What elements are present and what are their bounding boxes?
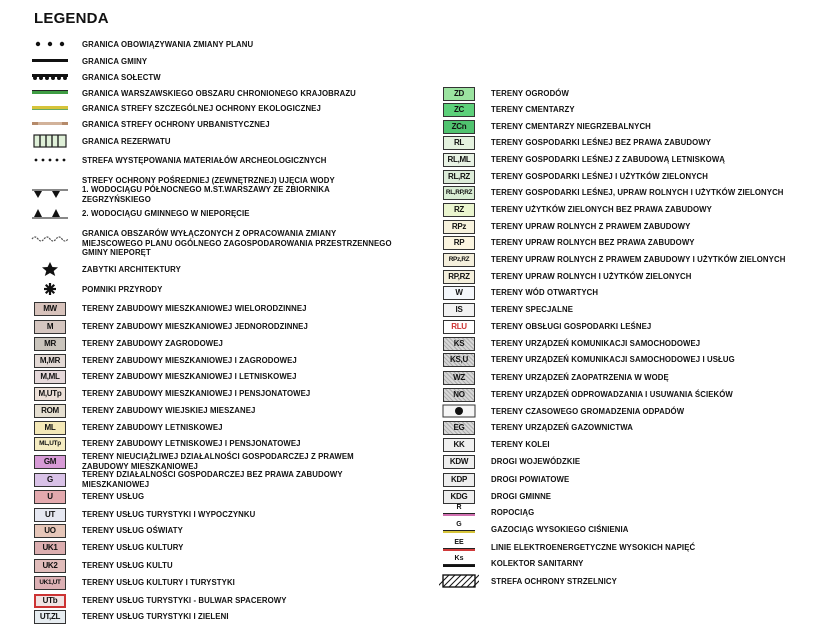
scallop-line-icon — [30, 70, 70, 84]
legend-item-label: TERENY ZABUDOWY MIESZKANIOWEJ JEDNORODZINNEJ — [82, 322, 308, 331]
legend-code-swatch: RP,RZ — [443, 270, 475, 284]
legend-title: LEGENDA — [34, 10, 109, 27]
utility-line-stroke — [443, 530, 475, 533]
legend-item-label: DROGI GMINNE — [491, 492, 552, 501]
legend-item-label: TERENY NIEUCIĄŻLIWEJ DZIAŁALNOŚCI GOSPODARCZEJ Z PRAWEM ZABUDOWY MIESZKANIOWEJ — [82, 452, 354, 471]
legend-code-swatch: U — [34, 490, 66, 504]
legend-item-label: TERENY SPECJALNE — [491, 305, 574, 314]
dots-big-icon — [30, 37, 70, 51]
legend-item-label: GRANICA GMINY — [82, 57, 148, 66]
legend-item-label: TERENY GOSPODARKI LEŚNEJ BEZ PRAWA ZABUDOWY — [491, 138, 712, 147]
legend-item-label: GRANICA REZERWATU — [82, 137, 171, 146]
legend-item-label: DROGI POWIATOWE — [491, 475, 570, 484]
legend-item-label: TERENY ZABUDOWY MIESZKANIOWEJ I LETNISKOWEJ — [82, 372, 297, 381]
legend-code-swatch: ZC — [443, 103, 475, 117]
legend-code-swatch: ZCn — [443, 120, 475, 134]
legend-code-swatch: UT — [34, 508, 66, 522]
legend-item-label: TERENY ZABUDOWY MIESZKANIOWEJ I PENSJONATOWEJ — [82, 389, 311, 398]
legend-code-swatch: RL,RP,RZ — [443, 186, 475, 200]
legend-item-label: TERENY DZIAŁALNOŚCI GOSPODARCZEJ BEZ PRAWA ZABUDOWY MIESZKANIOWEJ — [82, 470, 343, 489]
legend-item-label: TERENY CZASOWEGO GROMADZENIA ODPADÓW — [491, 407, 685, 416]
legend-code-swatch: UK1 — [34, 541, 66, 555]
legend-item-label: STREFA WYSTĘPOWANIA MATERIAŁÓW ARCHEOLOGICZNYCH — [82, 156, 327, 165]
legend-item-label: TERENY OGRODÓW — [491, 89, 569, 98]
legend-item-label: TERENY CMENTARZY NIEGRZEBALNYCH — [491, 122, 651, 131]
yellow-line-icon — [30, 101, 70, 115]
legend-item-label: TERENY URZĄDZEŃ ODPROWADZANIA I USUWANIA ŚCIEKÓW — [491, 390, 733, 399]
legend-item-label: STREFA OCHRONY STRZELNICY — [491, 577, 617, 586]
legend-item-label: TERENY GOSPODARKI LEŚNEJ, UPRAW ROLNYCH I UŻYTKÓW ZIELONYCH — [491, 188, 784, 197]
legend-item-label: TERENY USŁUG KULTURY — [82, 543, 184, 552]
triangle-up-icon — [30, 206, 70, 220]
legend-code-swatch: W — [443, 286, 475, 300]
legend-item-label: TERENY UPRAW ROLNYCH BEZ PRAWA ZABUDOWY — [491, 238, 695, 247]
legend-item-label: TERENY URZĄDZEŃ ZAOPATRZENIA W WODĘ — [491, 373, 669, 382]
legend-code-swatch: UK1,UT — [34, 576, 66, 590]
utility-line-symbol — [443, 539, 475, 555]
legend-code-swatch: ROM — [34, 404, 66, 418]
utility-line-stroke — [443, 513, 475, 516]
wavy-line-icon — [30, 231, 70, 245]
utility-line-stroke — [443, 548, 475, 551]
legend-item-label: TERENY UŻYTKÓW ZIELONYCH BEZ PRAWA ZABUDOWY — [491, 205, 712, 214]
legend-item-label: GAZOCIĄG WYSOKIEGO CIŚNIENIA — [491, 525, 629, 534]
legend-item-label: TERENY KOLEI — [491, 440, 550, 449]
legend-item-label: TERENY UPRAW ROLNYCH Z PRAWEM ZABUDOWY — [491, 222, 691, 231]
legend-item-label: TERENY UPRAW ROLNYCH Z PRAWEM ZABUDOWY I UŻYTKÓW ZIELONYCH — [491, 255, 786, 264]
legend-item-label: ROPOCIĄG — [491, 508, 535, 517]
legend-code-swatch: RLU — [443, 320, 475, 334]
utility-line-symbol — [443, 555, 475, 571]
legend-item-label: 1. WODOCIĄGU PÓŁNOCNEGO M.ST.WARSZAWY ZE ZBIORNIKA ZEGRZYŃSKIEGO — [82, 185, 330, 204]
dot-box-icon — [439, 404, 479, 418]
legend-item-label: TERENY GOSPODARKI LEŚNEJ I UŻYTKÓW ZIELONYCH — [491, 172, 708, 181]
legend-code-swatch: G — [34, 473, 66, 487]
legend-code-swatch: EG — [443, 421, 475, 435]
legend-code-swatch: GM — [34, 455, 66, 469]
legend-code-swatch: KS — [443, 337, 475, 351]
legend-code-swatch: UK2 — [34, 559, 66, 573]
legend-code-swatch: IS — [443, 303, 475, 317]
legend-item-label: TERENY USŁUG — [82, 492, 145, 501]
legend-item-label: TERENY USŁUG TURYSTYKI I WYPOCZYNKU — [82, 510, 256, 519]
star-icon — [30, 262, 70, 276]
legend-code-swatch: KS,U — [443, 353, 475, 367]
legend-code-swatch: M — [34, 320, 66, 334]
brown-line-icon — [30, 117, 70, 131]
triangle-down-icon — [30, 187, 70, 201]
legend-item-label: TERENY URZĄDZEŃ KOMUNIKACJI SAMOCHODOWEJ — [491, 339, 701, 348]
legend-item-label: GRANICA WARSZAWSKIEGO OBSZARU CHRONIONEGO KRAJOBRAZU — [82, 89, 356, 98]
legend-code-swatch: ZD — [443, 87, 475, 101]
hatch-box-icon — [439, 574, 479, 588]
legend-code-swatch: KK — [443, 438, 475, 452]
legend-item-label: GRANICA OBOWIĄZYWANIA ZMIANY PLANU — [82, 40, 254, 49]
utility-line-symbol — [443, 504, 475, 520]
legend-code-swatch: ML — [34, 421, 66, 435]
legend-code-swatch: ML,UTp — [34, 437, 66, 451]
legend-item-label: 2. WODOCIĄGU GMINNEGO W NIEPORĘCIE — [82, 209, 250, 218]
dots-small-icon — [30, 153, 70, 167]
legend-code-swatch: RL,ML — [443, 153, 475, 167]
utility-line-code: EE — [454, 539, 464, 546]
reserve-box-icon — [30, 134, 70, 148]
utility-line-symbol — [443, 521, 475, 537]
legend-item-label: TERENY ZABUDOWY LETNISKOWEJ — [82, 423, 223, 432]
legend-item-label: TERENY USŁUG KULTURY I TURYSTYKI — [82, 578, 235, 587]
legend-item-label: TERENY URZĄDZEŃ KOMUNIKACJI SAMOCHODOWEJ I USŁUG — [491, 355, 735, 364]
legend-item-label: TERENY UPRAW ROLNYCH I UŻYTKÓW ZIELONYCH — [491, 272, 692, 281]
legend-item-label: KOLEKTOR SANITARNY — [491, 559, 584, 568]
legend-item-label: TERENY USŁUG TURYSTYKI - BULWAR SPACEROWY — [82, 596, 287, 605]
legend-item-label: TERENY ZABUDOWY ZAGRODOWEJ — [82, 339, 223, 348]
legend-code-swatch: UO — [34, 524, 66, 538]
legend-item-label: TERENY ZABUDOWY WIEJSKIEJ MIESZANEJ — [82, 406, 256, 415]
legend-item-label: TERENY OBSŁUGI GOSPODARKI LEŚNEJ — [491, 322, 652, 331]
legend-code-swatch: KDG — [443, 490, 475, 504]
legend-code-swatch: MR — [34, 337, 66, 351]
legend-code-swatch: RP — [443, 236, 475, 250]
legend-code-swatch: KDP — [443, 473, 475, 487]
legend-item-label: ZABYTKI ARCHITEKTURY — [82, 265, 181, 274]
legend-code-swatch: MW — [34, 302, 66, 316]
utility-line-code: R — [456, 504, 462, 511]
legend-code-swatch: M,UTp — [34, 387, 66, 401]
legend-item-label: STREFY OCHRONY POŚREDNIEJ (ZEWNĘTRZNEJ) UJĘCIA WODY — [82, 176, 335, 185]
legend-code-swatch: RPz,RZ — [443, 253, 475, 267]
legend-code-swatch: WZ — [443, 371, 475, 385]
legend-item-label: TERENY URZĄDZEŃ GAZOWNICTWA — [491, 423, 634, 432]
legend-item-label: DROGI WOJEWÓDZKIE — [491, 457, 581, 466]
legend-item-label: TERENY USŁUG OŚWIATY — [82, 526, 183, 535]
utility-line-stroke — [443, 564, 475, 567]
legend-item-label: LINIE ELEKTROENERGETYCZNE WYSOKICH NAPIĘĆ — [491, 543, 696, 552]
legend-item-label: TERENY USŁUG KULTU — [82, 561, 173, 570]
legend-item-label: TERENY ZABUDOWY LETNISKOWEJ I PENSJONATOWEJ — [82, 439, 301, 448]
legend-code-swatch: UTb — [34, 594, 66, 608]
legend-code-swatch: UT,ZL — [34, 610, 66, 624]
dash-line-icon — [30, 54, 70, 68]
legend-item-label: TERENY WÓD OTWARTYCH — [491, 288, 599, 297]
legend-item-label: TERENY ZABUDOWY MIESZKANIOWEJ I ZAGRODOWEJ — [82, 356, 297, 365]
legend-code-swatch: RPz — [443, 220, 475, 234]
legend-item-label: POMNIKI PRZYRODY — [82, 285, 163, 294]
legend-code-swatch: RL — [443, 136, 475, 150]
asterisk-icon — [30, 282, 70, 296]
legend-code-swatch: M,ML — [34, 370, 66, 384]
legend-code-swatch: M,MR — [34, 354, 66, 368]
legend-item-label: GRANICA OBSZARÓW WYŁĄCZONYCH Z OPRACOWANIA ZMIANY MIEJSCOWEGO PLANU OGÓLNEGO ZAGOSPODAROWANIA PRZESTRZENNEGO GMINY NIEPORĘT — [82, 229, 392, 257]
legend-item-label: TERENY ZABUDOWY MIESZKANIOWEJ WIELORODZINNEJ — [82, 304, 307, 313]
legend-code-swatch: RL,RZ — [443, 170, 475, 184]
legend-code-swatch: KDW — [443, 455, 475, 469]
legend-code-swatch: NO — [443, 388, 475, 402]
utility-line-code: Ks — [454, 555, 464, 562]
legend-item-label: TERENY CMENTARZY — [491, 105, 575, 114]
legend-item-label: TERENY USŁUG TURYSTYKI I ZIELENI — [82, 612, 229, 621]
legend-item-label: GRANICA STREFY SZCZEGÓLNEJ OCHRONY EKOLOGICZNEJ — [82, 104, 321, 113]
utility-line-code: G — [456, 521, 462, 528]
legend-item-label: TERENY GOSPODARKI LEŚNEJ Z ZABUDOWĄ LETNISKOWĄ — [491, 155, 726, 164]
green-line-icon — [30, 86, 70, 100]
legend-item-label: GRANICA STREFY OCHRONY URBANISTYCZNEJ — [82, 120, 270, 129]
legend-code-swatch: RZ — [443, 203, 475, 217]
legend-item-label: GRANICA SOŁECTW — [82, 73, 161, 82]
